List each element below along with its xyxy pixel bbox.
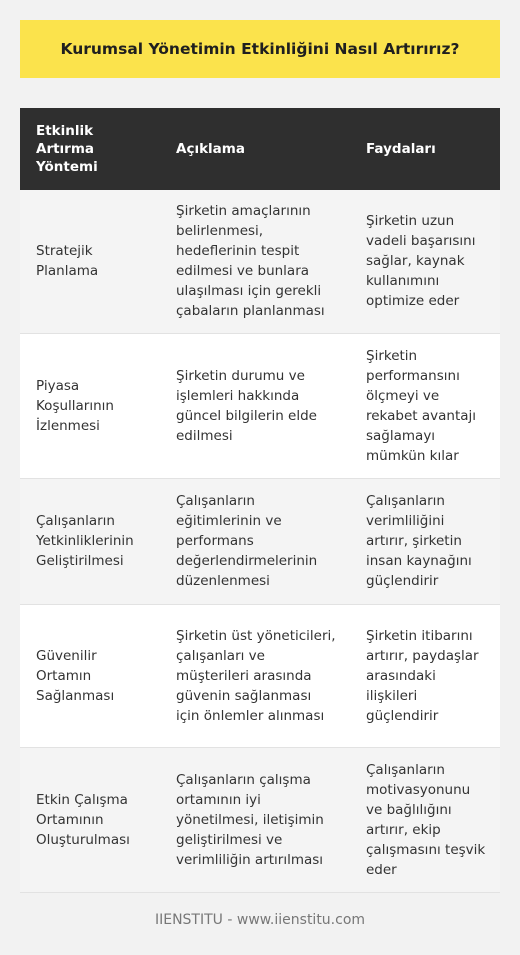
cell-description: Çalışanların çalışma ortamının iyi yönetilmesi, iletişimin geliştirilmesi ve verimliliğin artırılması [160,747,350,892]
header-benefits: Faydaları [350,108,500,190]
cell-benefits: Şirketin itibarını artırır, paydaşlar arasındaki ilişkileri güçlendirir [350,604,500,747]
cell-description: Şirketin durumu ve işlemleri hakkında güncel bilgilerin elde edilmesi [160,333,350,478]
methods-table [20,108,500,893]
cell-benefits: Şirketin performansını ölçmeyi ve rekabet avantajı sağlamayı mümkün kılar [350,333,500,478]
cell-method: Stratejik Planlama [20,190,160,333]
cell-method: Piyasa Koşullarının İzlenmesi [20,333,160,478]
table-row [20,190,500,333]
table-header-row [20,108,500,190]
cell-method: Çalışanların Yetkinliklerinin Geliştirilmesi [20,478,160,604]
header-method: Etkinlik Artırma Yöntemi [20,108,160,190]
cell-description: Çalışanların eğitimlerinin ve performans değerlendirmelerinin düzenlenmesi [160,478,350,604]
cell-method: Güvenilir Ortamın Sağlanması [20,604,160,747]
cell-benefits: Şirketin uzun vadeli başarısını sağlar, kaynak kullanımını optimize eder [350,190,500,333]
table-row [20,604,500,747]
table-row [20,478,500,604]
page-title: Kurumsal Yönetimin Etkinliğini Nasıl Artırırız? [20,20,500,78]
header-description: Açıklama [160,108,350,190]
table-row [20,747,500,892]
cell-description: Şirketin üst yöneticileri, çalışanları ve müşterileri arasında güvenin sağlanması için önlemler alınması [160,604,350,747]
cell-description: Şirketin amaçlarının belirlenmesi, hedeflerinin tespit edilmesi ve bunlara ulaşılması için gerekli çabaların planlanması [160,190,350,333]
cell-benefits: Çalışanların motivasyonunu ve bağlılığını artırır, ekip çalışmasını teşvik eder [350,747,500,892]
footer-credit: IIENSTITU - www.iienstitu.com [154,912,366,928]
cell-benefits: Çalışanların verimliliğini artırır, şirketin insan kaynağını güçlendirir [350,478,500,604]
cell-method: Etkin Çalışma Ortamının Oluşturulması [20,747,160,892]
table-row [20,333,500,478]
